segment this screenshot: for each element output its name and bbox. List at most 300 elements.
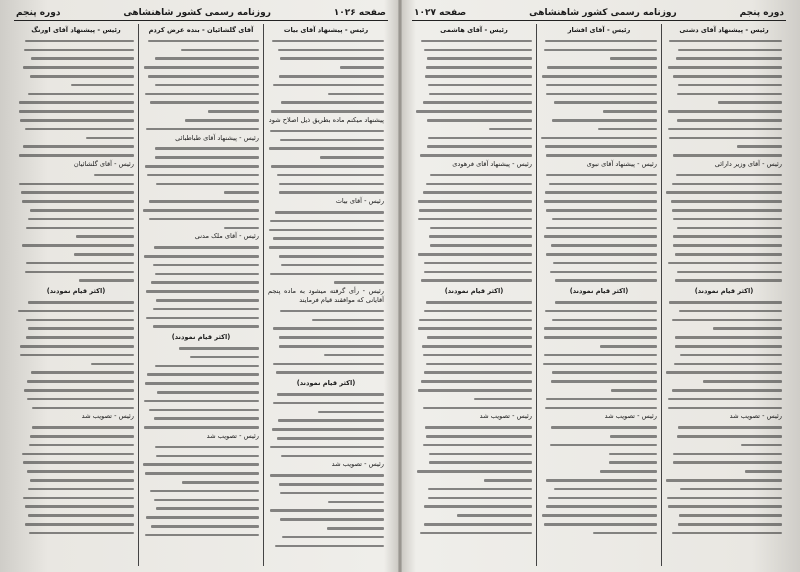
text-line — [143, 522, 259, 531]
text-line — [666, 511, 782, 520]
left-page — [6, 4, 396, 568]
text-line — [541, 467, 657, 476]
text-line — [416, 37, 532, 46]
text-line — [268, 54, 384, 63]
text-line — [666, 81, 782, 90]
text-line — [143, 423, 259, 432]
text-line — [268, 333, 384, 342]
text-line — [666, 134, 782, 143]
text-line — [268, 153, 384, 162]
text-line — [541, 107, 657, 116]
text-line — [416, 423, 532, 432]
text-line — [18, 90, 134, 99]
text-line — [666, 259, 782, 268]
text-line — [541, 395, 657, 404]
text-line — [143, 54, 259, 63]
text-line — [268, 497, 384, 506]
text-line — [416, 63, 532, 72]
text-line — [666, 342, 782, 351]
text-line — [416, 467, 532, 476]
text-line — [541, 72, 657, 81]
text-line — [541, 232, 657, 241]
text-line — [268, 359, 384, 368]
text-line — [268, 107, 384, 116]
text-line — [666, 206, 782, 215]
text-line — [18, 72, 134, 81]
text-line — [268, 46, 384, 55]
text-line — [416, 125, 532, 134]
paragraph-text: رئیس - پیشنهاد آقای فرهودی — [452, 159, 532, 168]
text-line — [18, 171, 134, 180]
text-line — [18, 529, 134, 538]
text-line — [416, 333, 532, 342]
text-line — [666, 151, 782, 160]
text-line — [541, 351, 657, 360]
text-line — [268, 316, 384, 325]
text-line — [18, 485, 134, 494]
text-line — [416, 324, 532, 333]
text-line — [416, 441, 532, 450]
text-line — [416, 502, 532, 511]
text-line — [268, 217, 384, 226]
text-line — [416, 151, 532, 160]
text-line — [268, 180, 384, 189]
text-line — [416, 520, 532, 529]
text-line — [666, 502, 782, 511]
text-line — [666, 250, 782, 259]
paragraph-text: رئیس - رأی گرفته میشود به ماده پنجم آقایانی که موافقند قیام فرمایند — [268, 287, 384, 304]
text-line — [666, 276, 782, 285]
text-line — [18, 259, 134, 268]
text-line — [541, 333, 657, 342]
text-line — [666, 377, 782, 386]
text-line — [666, 307, 782, 316]
text-line — [18, 316, 134, 325]
text-line — [541, 441, 657, 450]
text-line — [18, 215, 134, 224]
text-columns — [412, 24, 786, 566]
body-text-lines — [666, 37, 782, 566]
paragraph-text: رئیس - تصویب شد — [604, 412, 657, 421]
text-line — [143, 116, 259, 125]
text-line — [268, 127, 384, 136]
column-middle — [537, 24, 662, 566]
text-line — [666, 224, 782, 233]
paragraph-text: رئیس - آقای بیات — [335, 197, 384, 206]
text-line — [541, 476, 657, 485]
text-line — [416, 511, 532, 520]
text-line — [666, 298, 782, 307]
text-line — [416, 485, 532, 494]
text-line — [143, 90, 259, 99]
text-line — [268, 188, 384, 197]
text-line — [666, 395, 782, 404]
text-line — [666, 351, 782, 360]
text-line — [18, 432, 134, 441]
text-line — [268, 480, 384, 489]
text-line — [268, 72, 384, 81]
paragraph-text: رئیس - تصویب شد — [331, 460, 384, 469]
text-line — [18, 180, 134, 189]
text-line — [416, 46, 532, 55]
text-line — [541, 377, 657, 386]
body-text-lines — [18, 37, 134, 566]
text-line — [416, 224, 532, 233]
text-line — [541, 342, 657, 351]
text-line — [541, 316, 657, 325]
text-line — [541, 37, 657, 46]
text-line — [268, 506, 384, 515]
text-line — [541, 188, 657, 197]
paragraph-text: رئیس - تصویب شد — [81, 412, 134, 421]
text-line — [18, 502, 134, 511]
text-line — [416, 180, 532, 189]
text-line — [268, 144, 384, 153]
text-line — [143, 322, 259, 331]
text-line — [18, 241, 134, 250]
text-line — [416, 298, 532, 307]
text-line — [666, 37, 782, 46]
page-header — [14, 6, 388, 21]
text-line — [666, 324, 782, 333]
text-line — [541, 298, 657, 307]
text-line — [143, 469, 259, 478]
right-page — [404, 4, 794, 568]
text-line — [18, 458, 134, 467]
text-line — [666, 116, 782, 125]
text-line — [666, 368, 782, 377]
volume-label: دوره پنجم — [739, 8, 784, 18]
column-left — [412, 24, 537, 566]
text-line — [416, 250, 532, 259]
text-line — [666, 441, 782, 450]
paragraph-text: (اکثر قیام نمودند) — [296, 379, 356, 388]
text-line — [541, 224, 657, 233]
text-line — [143, 46, 259, 55]
text-line — [416, 458, 532, 467]
text-line — [18, 197, 134, 206]
text-line — [541, 307, 657, 316]
column-middle — [139, 24, 264, 566]
text-line — [666, 520, 782, 529]
text-line — [268, 515, 384, 524]
text-line — [268, 162, 384, 171]
text-line — [541, 90, 657, 99]
text-line — [18, 224, 134, 233]
text-line — [143, 206, 259, 215]
text-line — [541, 98, 657, 107]
text-line — [666, 107, 782, 116]
text-line — [268, 351, 384, 360]
page-number: صفحه ۱۰۲۷ — [414, 8, 467, 18]
text-line — [18, 298, 134, 307]
text-line — [143, 188, 259, 197]
body-text-lines — [541, 37, 657, 566]
text-columns — [14, 24, 388, 566]
text-line — [18, 134, 134, 143]
text-line — [666, 316, 782, 325]
text-line — [143, 171, 259, 180]
text-line — [416, 403, 532, 412]
text-line — [541, 268, 657, 277]
text-line — [666, 232, 782, 241]
text-line — [18, 359, 134, 368]
paragraph-text: رئیس - پیشنهاد آقای نبوی — [586, 159, 657, 168]
text-line — [18, 188, 134, 197]
text-line — [666, 90, 782, 99]
text-line — [268, 407, 384, 416]
page-header — [412, 6, 786, 21]
text-line — [268, 252, 384, 261]
text-line — [666, 188, 782, 197]
text-line — [541, 142, 657, 151]
text-line — [18, 98, 134, 107]
text-line — [143, 144, 259, 153]
text-line — [143, 125, 259, 134]
text-line — [416, 232, 532, 241]
text-line — [143, 72, 259, 81]
text-line — [416, 206, 532, 215]
text-line — [268, 261, 384, 270]
paragraph-text: رئیس - تصویب شد — [206, 431, 259, 440]
text-line — [666, 197, 782, 206]
paragraph-text: (اکثر قیام نمودند) — [694, 287, 754, 296]
text-line — [541, 250, 657, 259]
text-line — [18, 351, 134, 360]
text-line — [143, 81, 259, 90]
text-line — [541, 151, 657, 160]
column-heading: رئیس - آقای افشار — [567, 26, 631, 34]
text-line — [18, 441, 134, 450]
paragraph-text: (اکثر قیام نمودند) — [444, 287, 504, 296]
text-line — [416, 188, 532, 197]
text-line — [416, 351, 532, 360]
text-line — [541, 324, 657, 333]
text-line — [268, 243, 384, 252]
column-heading: رئیس - پیشنهاد آقای دشتی — [679, 26, 769, 34]
text-line — [18, 46, 134, 55]
text-line — [18, 142, 134, 151]
text-line — [666, 72, 782, 81]
text-line — [666, 493, 782, 502]
paragraph-text: رئیس - پیشنهاد آقای طباطبائی — [175, 133, 259, 142]
text-line — [143, 397, 259, 406]
text-line — [541, 423, 657, 432]
column-heading: رئیس - آقای هاشمی — [440, 26, 508, 34]
paragraph-text: (اکثر قیام نمودند) — [46, 287, 106, 296]
text-line — [666, 54, 782, 63]
text-line — [268, 416, 384, 425]
text-line — [666, 529, 782, 538]
text-line — [143, 487, 259, 496]
publication-title: روزنامه رسمی کشور شاهنشاهی — [123, 8, 271, 18]
text-line — [416, 395, 532, 404]
text-line — [416, 90, 532, 99]
text-line — [18, 520, 134, 529]
text-line — [416, 316, 532, 325]
text-line — [416, 529, 532, 538]
text-line — [416, 368, 532, 377]
paragraph-text: رئیس - آقای ملک مدنی — [194, 232, 259, 241]
text-line — [18, 333, 134, 342]
text-line — [541, 485, 657, 494]
text-line — [18, 206, 134, 215]
text-line — [268, 399, 384, 408]
text-line — [541, 259, 657, 268]
text-line — [416, 276, 532, 285]
text-line — [666, 403, 782, 412]
paragraph-text: (اکثر قیام نمودند) — [171, 333, 231, 342]
paragraph-text: پیشنهاد میکنم ماده بطریق ذیل اصلاح شود — [268, 115, 384, 124]
text-line — [18, 368, 134, 377]
text-line — [18, 395, 134, 404]
text-line — [416, 493, 532, 502]
text-line — [18, 307, 134, 316]
text-line — [143, 37, 259, 46]
text-line — [541, 46, 657, 55]
text-line — [143, 197, 259, 206]
text-line — [666, 432, 782, 441]
text-line — [18, 324, 134, 333]
paragraph-text: رئیس - آقای گلشائیان — [73, 159, 134, 168]
text-line — [143, 261, 259, 270]
text-line — [18, 151, 134, 160]
paragraph-text: (اکثر قیام نمودند) — [569, 287, 629, 296]
text-line — [268, 98, 384, 107]
text-line — [541, 54, 657, 63]
text-line — [416, 134, 532, 143]
text-line — [143, 296, 259, 305]
text-line — [18, 54, 134, 63]
text-line — [268, 37, 384, 46]
text-line — [541, 403, 657, 412]
column-heading: رئیس - پیشنهاد آقای اورنگ — [31, 26, 121, 34]
text-line — [143, 451, 259, 460]
book-gutter — [398, 0, 402, 572]
text-line — [416, 81, 532, 90]
text-line — [143, 162, 259, 171]
text-line — [18, 342, 134, 351]
text-line — [541, 449, 657, 458]
text-line — [541, 529, 657, 538]
text-line — [666, 125, 782, 134]
text-line — [18, 423, 134, 432]
text-line — [666, 98, 782, 107]
text-line — [18, 37, 134, 46]
text-line — [143, 478, 259, 487]
text-line — [666, 423, 782, 432]
text-line — [18, 403, 134, 412]
text-line — [18, 467, 134, 476]
text-line — [268, 342, 384, 351]
text-line — [416, 432, 532, 441]
text-line — [541, 81, 657, 90]
text-line — [666, 467, 782, 476]
text-line — [666, 333, 782, 342]
text-line — [143, 414, 259, 423]
text-line — [541, 368, 657, 377]
text-line — [666, 485, 782, 494]
text-line — [18, 386, 134, 395]
text-line — [143, 314, 259, 323]
text-line — [18, 250, 134, 259]
column-right — [662, 24, 786, 566]
text-line — [268, 324, 384, 333]
text-line — [268, 226, 384, 235]
text-line — [268, 533, 384, 542]
text-line — [416, 359, 532, 368]
text-line — [416, 268, 532, 277]
text-line — [541, 458, 657, 467]
body-text-lines — [143, 37, 259, 566]
text-line — [541, 116, 657, 125]
text-line — [18, 276, 134, 285]
text-line — [541, 171, 657, 180]
text-line — [268, 81, 384, 90]
text-line — [268, 451, 384, 460]
text-line — [416, 171, 532, 180]
text-line — [268, 425, 384, 434]
text-line — [268, 90, 384, 99]
text-line — [541, 215, 657, 224]
text-line — [143, 278, 259, 287]
text-line — [268, 434, 384, 443]
text-line — [268, 471, 384, 480]
text-line — [18, 476, 134, 485]
text-line — [143, 405, 259, 414]
text-line — [541, 180, 657, 189]
text-line — [143, 531, 259, 540]
text-line — [541, 197, 657, 206]
text-line — [143, 460, 259, 469]
text-line — [541, 502, 657, 511]
text-line — [143, 180, 259, 189]
text-line — [416, 72, 532, 81]
text-line — [143, 305, 259, 314]
text-line — [541, 359, 657, 368]
text-line — [143, 388, 259, 397]
column-right — [264, 24, 388, 566]
text-line — [143, 504, 259, 513]
text-line — [143, 344, 259, 353]
paragraph-text: رئیس - تصویب شد — [479, 412, 532, 421]
text-line — [416, 259, 532, 268]
text-line — [268, 524, 384, 533]
text-line — [666, 180, 782, 189]
column-heading: رئیس - پیشنهاد آقای بیات — [283, 26, 369, 34]
text-line — [18, 493, 134, 502]
text-line — [416, 241, 532, 250]
text-line — [541, 125, 657, 134]
text-line — [143, 252, 259, 261]
text-line — [416, 107, 532, 116]
text-line — [666, 63, 782, 72]
text-line — [541, 386, 657, 395]
text-line — [268, 171, 384, 180]
text-line — [666, 142, 782, 151]
text-line — [143, 370, 259, 379]
text-line — [143, 270, 259, 279]
text-line — [143, 224, 259, 233]
text-line — [666, 46, 782, 55]
text-line — [416, 54, 532, 63]
text-line — [666, 458, 782, 467]
body-text-lines — [268, 37, 384, 566]
text-line — [541, 520, 657, 529]
text-line — [416, 98, 532, 107]
text-line — [416, 377, 532, 386]
text-line — [18, 449, 134, 458]
